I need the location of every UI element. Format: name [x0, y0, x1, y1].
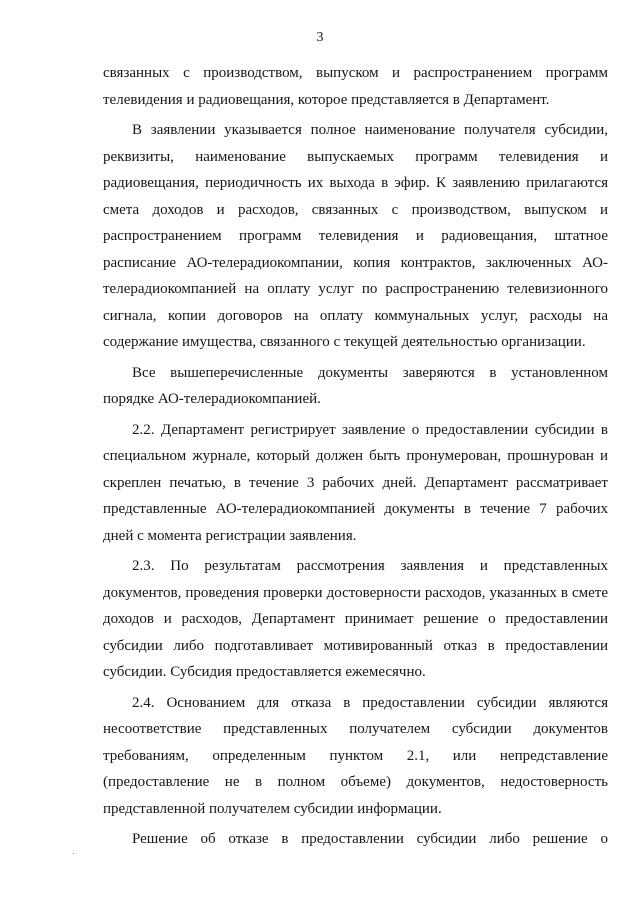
paragraph-refusal-decision: Решение об отказе в предоставлении субсидии либо решение о: [132, 831, 608, 847]
scan-speck: [73, 853, 74, 854]
paragraph-application-contents: В заявлении указывается полное наименование получателя субсидии, реквизиты, наименование выпускаемых программ телевидения и радиовещания, периодичность их выхода в эфир. К заявлению прилагаются смета доходов и расходов, связанных с производством, выпуском и распространением программ телевидения и радиовещания, штатное расписание АО-телерадиокомпании, копия контрактов, заключенных АО-телерадиокомпанией на оплату услуг по распространению телевизионного сигнала, копии договоров на оплату коммунальных услуг, расходы на содержание имущества, связанного с текущей деятельностью организации.: [103, 122, 608, 350]
paragraph-2-2-registration: 2.2. Департамент регистрирует заявление о предоставлении субсидии в специальном журнале, который должен быть пронумерован, прошнурован и скреплен печатью, в течение 3 рабочих дней. Департамент рассматривает представленные АО-телерадиокомпанией документы в течение 7 рабочих дней с момента регистрации заявления.: [103, 421, 608, 544]
paragraph-2-3-review: 2.3. По результатам рассмотрения заявления и представленных документов, проведения проверки достоверности расходов, указанных в смете доходов и расходов, Департамент принимает решение о предоставлении субсидии либо подготавливает мотивированный отказ в предоставлении субсидии. Субсидия предоставляется ежемесячно.: [103, 558, 608, 680]
paragraph-document-certification: Все вышеперечисленные документы заверяются в установленном порядке АО-телерадиокомпанией.: [103, 364, 608, 407]
document-body: [103, 60, 608, 853]
paragraph-2-4-refusal-grounds: 2.4. Основанием для отказа в предоставлении субсидии являются несоответствие представленных получателем субсидии документов требованиям, определенным пунктом 2.1, или непредставление (предоставление не в полном объеме) документов, недостоверность представленной получателем субсидии информации.: [103, 694, 608, 817]
paragraph-continuation: связанных с производством, выпуском и распространением программ телевидения и радиовещания, которое представляется в Департамент.: [103, 65, 608, 108]
page-number: 3: [316, 30, 324, 45]
